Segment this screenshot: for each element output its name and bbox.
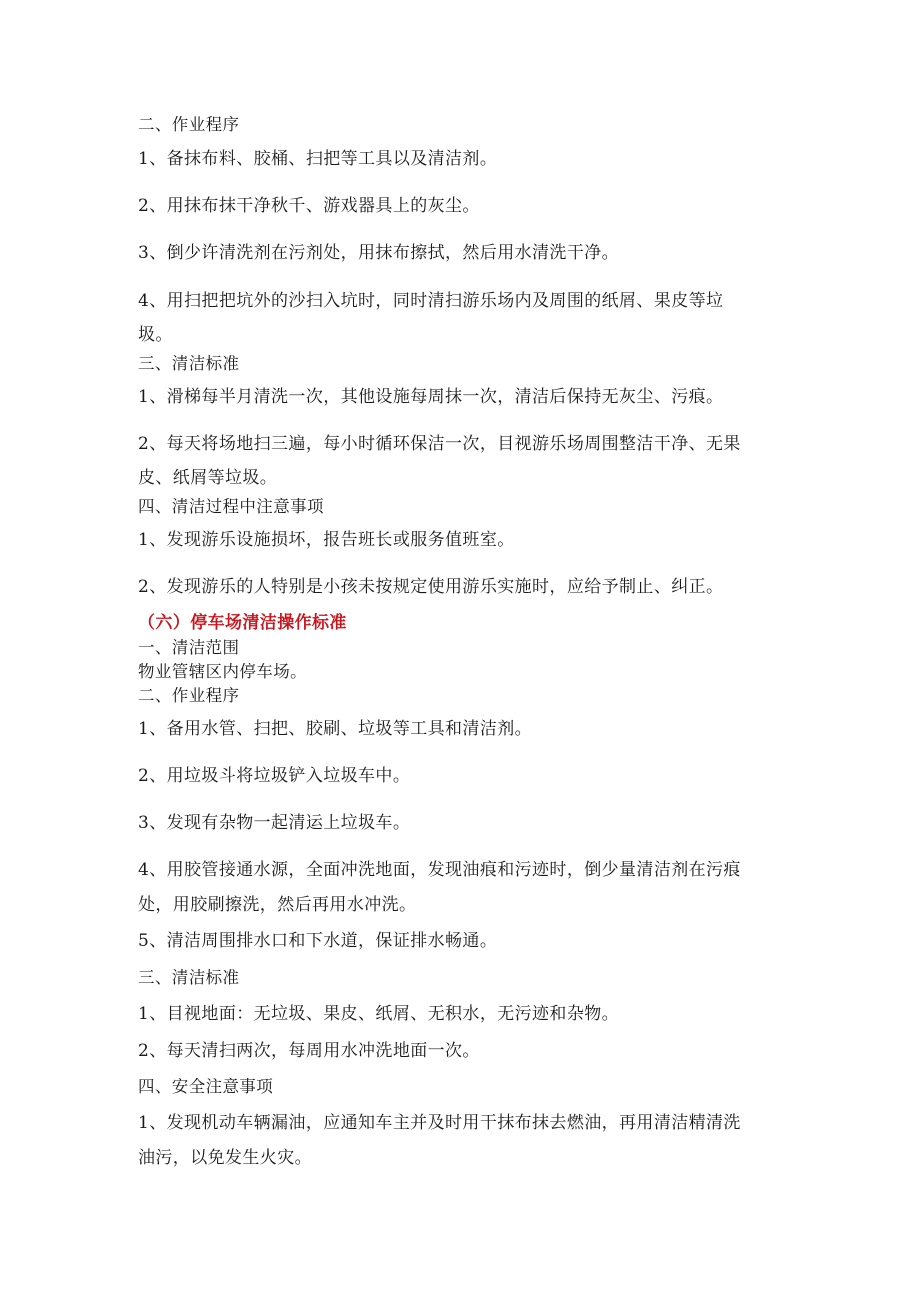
parking-procedure-item-3: 3、发现有杂物一起清运上垃圾车。 <box>138 813 411 833</box>
procedure-item-4-cont: 圾。 <box>138 325 173 345</box>
heading-procedure-2: 二、作业程序 <box>138 686 240 705</box>
procedure-item-2: 2、用抹布抹干净秋千、游戏器具上的灰尘。 <box>138 196 480 216</box>
notes-item-1: 1、发现游乐设施损坏，报告班长或服务值班室。 <box>138 530 515 550</box>
standard-item-1: 1、滑梯每半月清洗一次，其他设施每周抹一次，清洁后保持无灰尘、污痕。 <box>138 387 724 407</box>
heading-standard: 三、清洁标准 <box>138 354 240 373</box>
safety-item-1-cont: 油污，以免发生火灾。 <box>138 1148 312 1168</box>
standard-item-2-cont: 皮、纸屑等垃圾。 <box>138 468 278 488</box>
heading-scope: 一、清洁范围 <box>138 638 240 657</box>
parking-procedure-item-5: 5、清洁周围排水口和下水道，保证排水畅通。 <box>138 931 498 951</box>
parking-standard-item-1: 1、目视地面：无垃圾、果皮、纸屑、无积水，无污迹和杂物。 <box>138 1004 620 1024</box>
notes-item-2: 2、发现游乐的人特别是小孩未按规定使用游乐实施时，应给予制止、纠正。 <box>138 577 724 597</box>
section-title: （六）停车场清洁操作标准 <box>138 613 347 633</box>
standard-item-2: 2、每天将场地扫三遍，每小时循环保洁一次，目视游乐场周围整洁干净、无果 <box>138 434 741 454</box>
scope-text: 物业管辖区内停车场。 <box>138 662 307 681</box>
parking-standard-item-2: 2、每天清扫两次，每周用水冲洗地面一次。 <box>138 1041 480 1061</box>
heading-notes: 四、清洁过程中注意事项 <box>138 497 324 516</box>
safety-item-1: 1、发现机动车辆漏油，应通知车主并及时用干抹布抹去燃油，再用清洁精清洗 <box>138 1113 741 1133</box>
parking-procedure-item-2: 2、用垃圾斗将垃圾铲入垃圾车中。 <box>138 766 411 786</box>
procedure-item-4: 4、用扫把把坑外的沙扫入坑时，同时清扫游乐场内及周围的纸屑、果皮等垃 <box>138 291 724 311</box>
parking-procedure-item-4: 4、用胶管接通水源，全面冲洗地面，发现油痕和污迹时，倒少量清洁剂在污痕 <box>138 860 741 880</box>
procedure-item-3: 3、倒少许清洗剂在污剂处，用抹布擦拭，然后用水清洗干净。 <box>138 243 620 263</box>
parking-procedure-item-4-cont: 处，用胶刷擦洗，然后再用水冲洗。 <box>138 895 417 915</box>
heading-procedure: 二、作业程序 <box>138 115 240 134</box>
procedure-item-1: 1、备抹布料、胶桶、扫把等工具以及清洁剂。 <box>138 149 498 169</box>
heading-standard-2: 三、清洁标准 <box>138 968 240 987</box>
parking-procedure-item-1: 1、备用水管、扫把、胶刷、垃圾等工具和清洁剂。 <box>138 719 533 739</box>
heading-safety: 四、安全注意事项 <box>138 1077 274 1096</box>
